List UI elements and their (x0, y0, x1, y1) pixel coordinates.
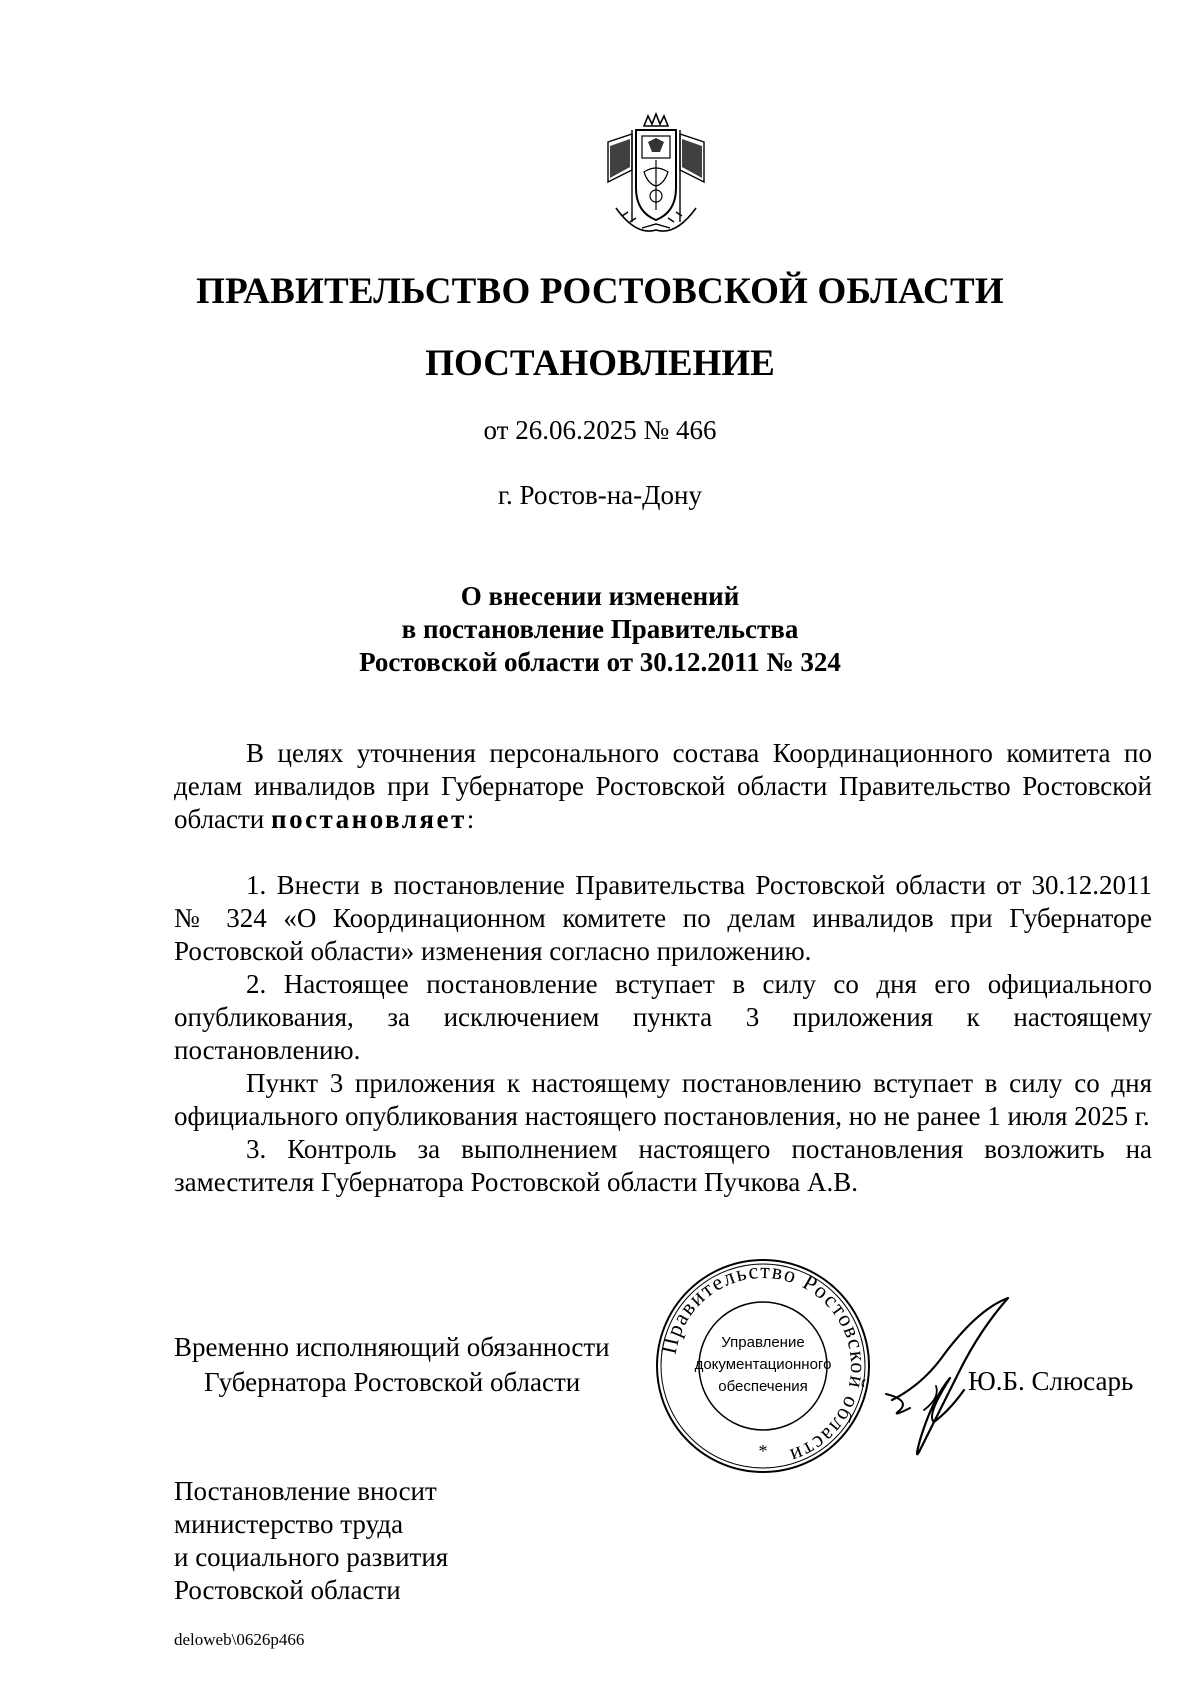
signer-position-line-2: Губернатора Ростовской области (204, 1367, 581, 1397)
seal-inner-line-2: документационного (694, 1356, 832, 1373)
document-date-number: от 26.06.2025 № 466 (483, 415, 717, 445)
submitter-line-2: министерство труда (174, 1509, 404, 1539)
preamble-keyword: постановляет (271, 804, 467, 834)
document-subject (0, 580, 1200, 679)
preamble-text: В целях уточнения персонального состава Координационного комитета по делам инвалидов при Губернаторе Ростовской области Правительство Ростовской области (174, 738, 1152, 834)
seal-star: * (758, 1441, 768, 1461)
seal-outer-text: Правительство Ростовской области (655, 1257, 872, 1470)
organization-title: ПРАВИТЕЛЬСТВО РОСТОВСКОЙ ОБЛАСТИ (196, 271, 1004, 312)
item-1-paragraph: 1. Внести в постановление Правительства Ростовской области от 30.12.2011 № 324 «О Координационном комитете по делам инвалидов при Губернаторе Ростовской области» изменения согласно приложению. (174, 870, 1152, 966)
document-body (174, 737, 1152, 1199)
document-type-title: ПОСТАНОВЛЕНИЕ (425, 343, 775, 384)
signer-position (174, 1330, 610, 1400)
footer-document-code: deloweb\0626p466 (174, 1630, 305, 1649)
subject-line-1: О внесении изменений (460, 581, 740, 611)
subject-line-2: в постановление Правительства (401, 614, 799, 644)
item-3-paragraph: 3. Контроль за выполнением настоящего постановления возложить на заместителя Губернатора Ростовской области Пучкова А.В. (174, 1134, 1152, 1197)
official-seal-stamp (652, 1255, 874, 1477)
submitter-block (174, 1475, 448, 1607)
signer-name: Ю.Б. Слюсарь (968, 1366, 1134, 1396)
preamble-end: : (466, 804, 475, 834)
submitter-line-3: и социального развития (174, 1542, 449, 1572)
submitter-line-4: Ростовской области (174, 1575, 401, 1605)
subject-line-3: Ростовской области от 30.12.2011 № 324 (359, 647, 841, 677)
submitter-line-1: Постановление вносит (174, 1476, 437, 1506)
seal-inner-line-3: обеспечения (718, 1378, 808, 1395)
item-2-extra-paragraph: Пункт 3 приложения к настоящему постановлению вступает в силу со дня официального опубликования настоящего постановления, но не ранее 1 июля 2025 г. (174, 1068, 1152, 1131)
signer-position-line-1: Временно исполняющий обязанности (174, 1332, 610, 1362)
seal-inner-line-1: Управление (721, 1334, 805, 1351)
item-2-paragraph: 2. Настоящее постановление вступает в силу со дня его официального опубликования, за исключением пункта 3 приложения к настоящему постановлению. (174, 969, 1152, 1065)
document-city: г. Ростов-на-Дону (497, 480, 702, 510)
rostov-oblast-coat-of-arms-icon (602, 112, 710, 240)
preamble-paragraph (174, 737, 1152, 836)
